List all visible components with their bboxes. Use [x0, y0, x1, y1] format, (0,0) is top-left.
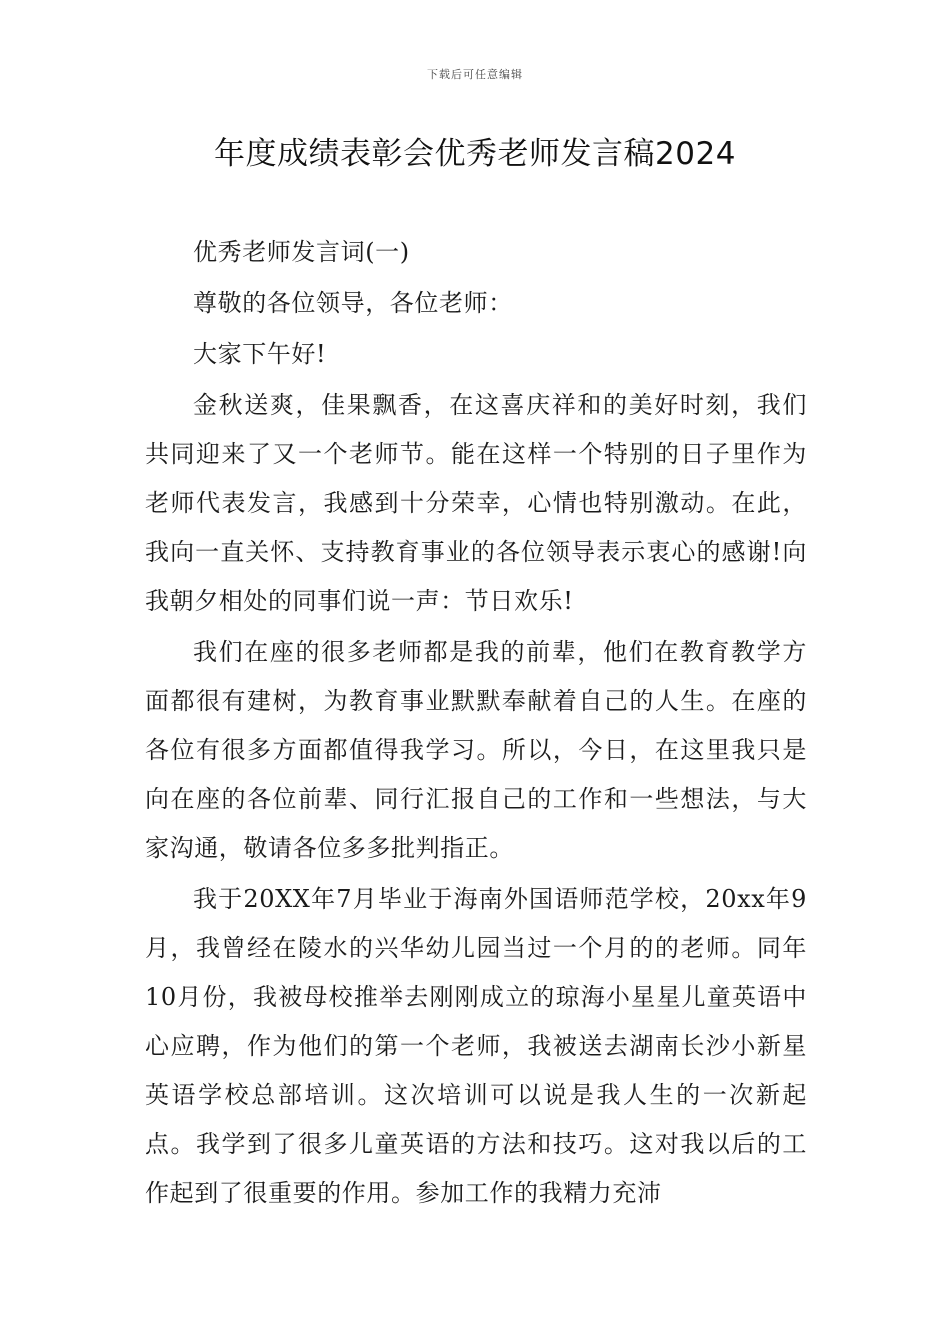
- document-body: [145, 228, 807, 1220]
- paragraph-subtitle: 优秀老师发言词(一): [193, 238, 410, 266]
- paragraph-body: 我们在座的很多老师都是我的前辈，他们在教育教学方面都很有建树，为教育事业默默奉献着自己的人生。在座的各位有很多方面都值得我学习。所以，今日，在这里我只是向在座的各位前辈、同行汇报自己的工作和一些想法，与大家沟通，敬请各位多多批判指正。: [145, 638, 807, 862]
- paragraph-salutation: 尊敬的各位领导，各位老师：: [193, 289, 513, 317]
- paragraph-body: 金秋送爽，佳果飘香，在这喜庆祥和的美好时刻，我们共同迎来了又一个老师节。能在这样一个特别的日子里作为老师代表发言，我感到十分荣幸，心情也特别激动。在此，我向一直关怀、支持教育事业的各位领导表示衷心的感谢!向我朝夕相处的同事们说一声：节日欢乐!: [145, 391, 807, 615]
- header-note: 下载后可任意编辑: [427, 68, 523, 81]
- paragraph-greeting: 大家下午好!: [193, 340, 327, 368]
- paragraph-body: 我于20XX年7月毕业于海南外国语师范学校，20xx年9月，我曾经在陵水的兴华幼儿园当过一个月的的老师。同年10月份，我被母校推举去刚刚成立的琼海小星星儿童英语中心应聘，作为他们的第一个老师，我被送去湖南长沙小新星英语学校总部培训。这次培训可以说是我人生的一次新起点。我学到了很多儿童英语的方法和技巧。这对我以后的工作起到了很重要的作用。参加工作的我精力充沛: [145, 885, 807, 1207]
- document-title: 年度成绩表彰会优秀老师发言稿2024: [214, 136, 736, 172]
